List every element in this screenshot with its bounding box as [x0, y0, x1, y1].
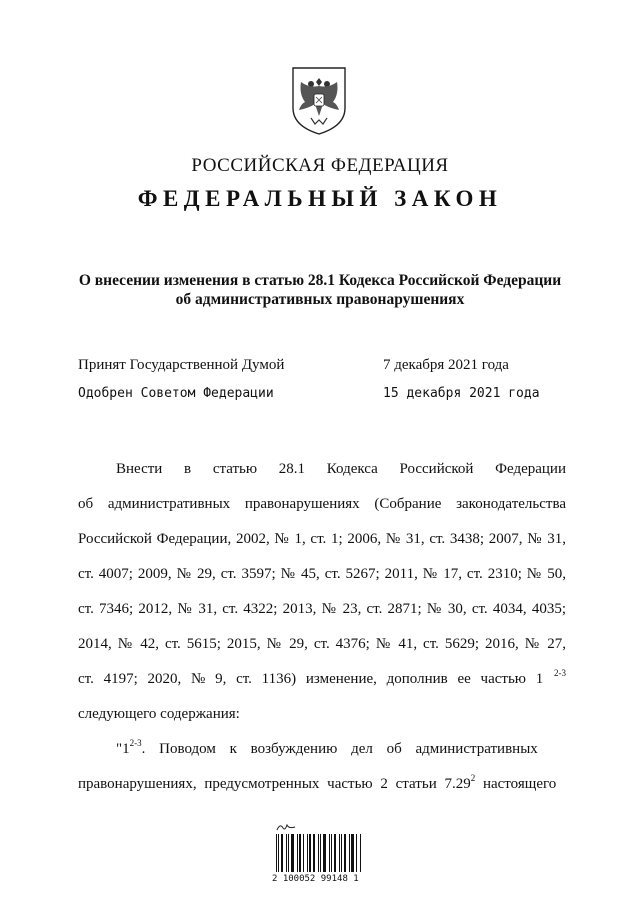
law-type-heading: ФЕДЕРАЛЬНЫЙ ЗАКОН — [137, 186, 503, 211]
barcode-bar — [281, 834, 283, 872]
adopted-label: Принят Государственной Думой — [78, 357, 285, 373]
barcode-bar — [307, 834, 308, 872]
barcode-bar — [323, 834, 326, 872]
body-line-sup: 2-3 — [554, 668, 566, 678]
barcode-bar — [318, 834, 319, 872]
barcode-bar — [356, 834, 357, 872]
barcode-bar — [276, 834, 277, 872]
barcode-bar — [286, 834, 287, 872]
law-title-line: об административных правонарушениях — [175, 291, 465, 308]
barcode-bar — [331, 834, 332, 872]
body-line: следующего содержания: — [78, 706, 240, 722]
body-line: "1$^{2-3}$. Поводом к возбуждению дел об административных — [116, 738, 538, 757]
signature-mark — [276, 822, 296, 832]
body-line: об административных правонарушениях (Собрание законодательства — [78, 496, 566, 512]
barcode-bar — [291, 834, 294, 872]
barcode-bar — [320, 834, 321, 872]
barcode-bar — [299, 834, 301, 872]
barcode-bar — [329, 834, 330, 872]
barcode-number: 2 100052 99148 1 — [272, 874, 359, 884]
approved-date: 15 декабря 2021 года — [383, 386, 540, 401]
body-line-part: ст. 4197; 2020, № 9, ст. 1136) изменение, дополнив ее частью 1 — [78, 671, 544, 687]
barcode-bar — [351, 834, 354, 872]
body-line: Внести в статью 28.1 Кодекса Российской Федерации — [116, 461, 566, 477]
body-line: ст. 7346; 2012, № 31, ст. 4322; 2013, № 23, ст. 2871; № 30, ст. 4034, 4035; — [78, 601, 566, 617]
body-line: правонарушениях, предусмотренных частью 2 статьи 7.29$^2$ настоящего — [78, 773, 557, 792]
barcode-bar — [309, 834, 311, 872]
coat-of-arms-emblem — [287, 64, 351, 136]
barcode-bar — [288, 834, 289, 872]
approved-label: Одобрен Советом Федерации — [78, 386, 274, 401]
barcode-bar — [278, 834, 279, 872]
country-heading: РОССИЙСКАЯ ФЕДЕРАЦИЯ — [191, 155, 449, 176]
adopted-date: 7 декабря 2021 года — [383, 357, 509, 373]
body-line: Российской Федерации, 2002, № 1, ст. 1; 2006, № 31, ст. 3438; 2007, № 31, — [78, 531, 566, 547]
barcode-bar — [341, 834, 342, 872]
law-title — [60, 271, 580, 309]
body-line: 2014, № 42, ст. 5615; 2015, № 29, ст. 4376; № 41, ст. 5629; 2016, № 27, — [78, 636, 566, 652]
body-line — [78, 662, 566, 697]
barcode-bar — [303, 834, 304, 872]
barcode-bar — [297, 834, 298, 872]
barcode-bars — [276, 834, 362, 872]
law-title-line: О внесении изменения в статью 28.1 Кодекса Российской Федерации — [78, 272, 562, 289]
barcode-bar — [349, 834, 350, 872]
barcode-bar — [360, 834, 361, 872]
barcode-bar — [334, 834, 336, 872]
barcode-bar — [339, 834, 340, 872]
law-body — [78, 452, 566, 802]
barcode-bar — [344, 834, 346, 872]
barcode-bar — [313, 834, 315, 872]
body-line: ст. 4007; 2009, № 29, ст. 3597; № 45, ст. 5267; 2011, № 17, ст. 2310; № 50, — [78, 566, 566, 582]
